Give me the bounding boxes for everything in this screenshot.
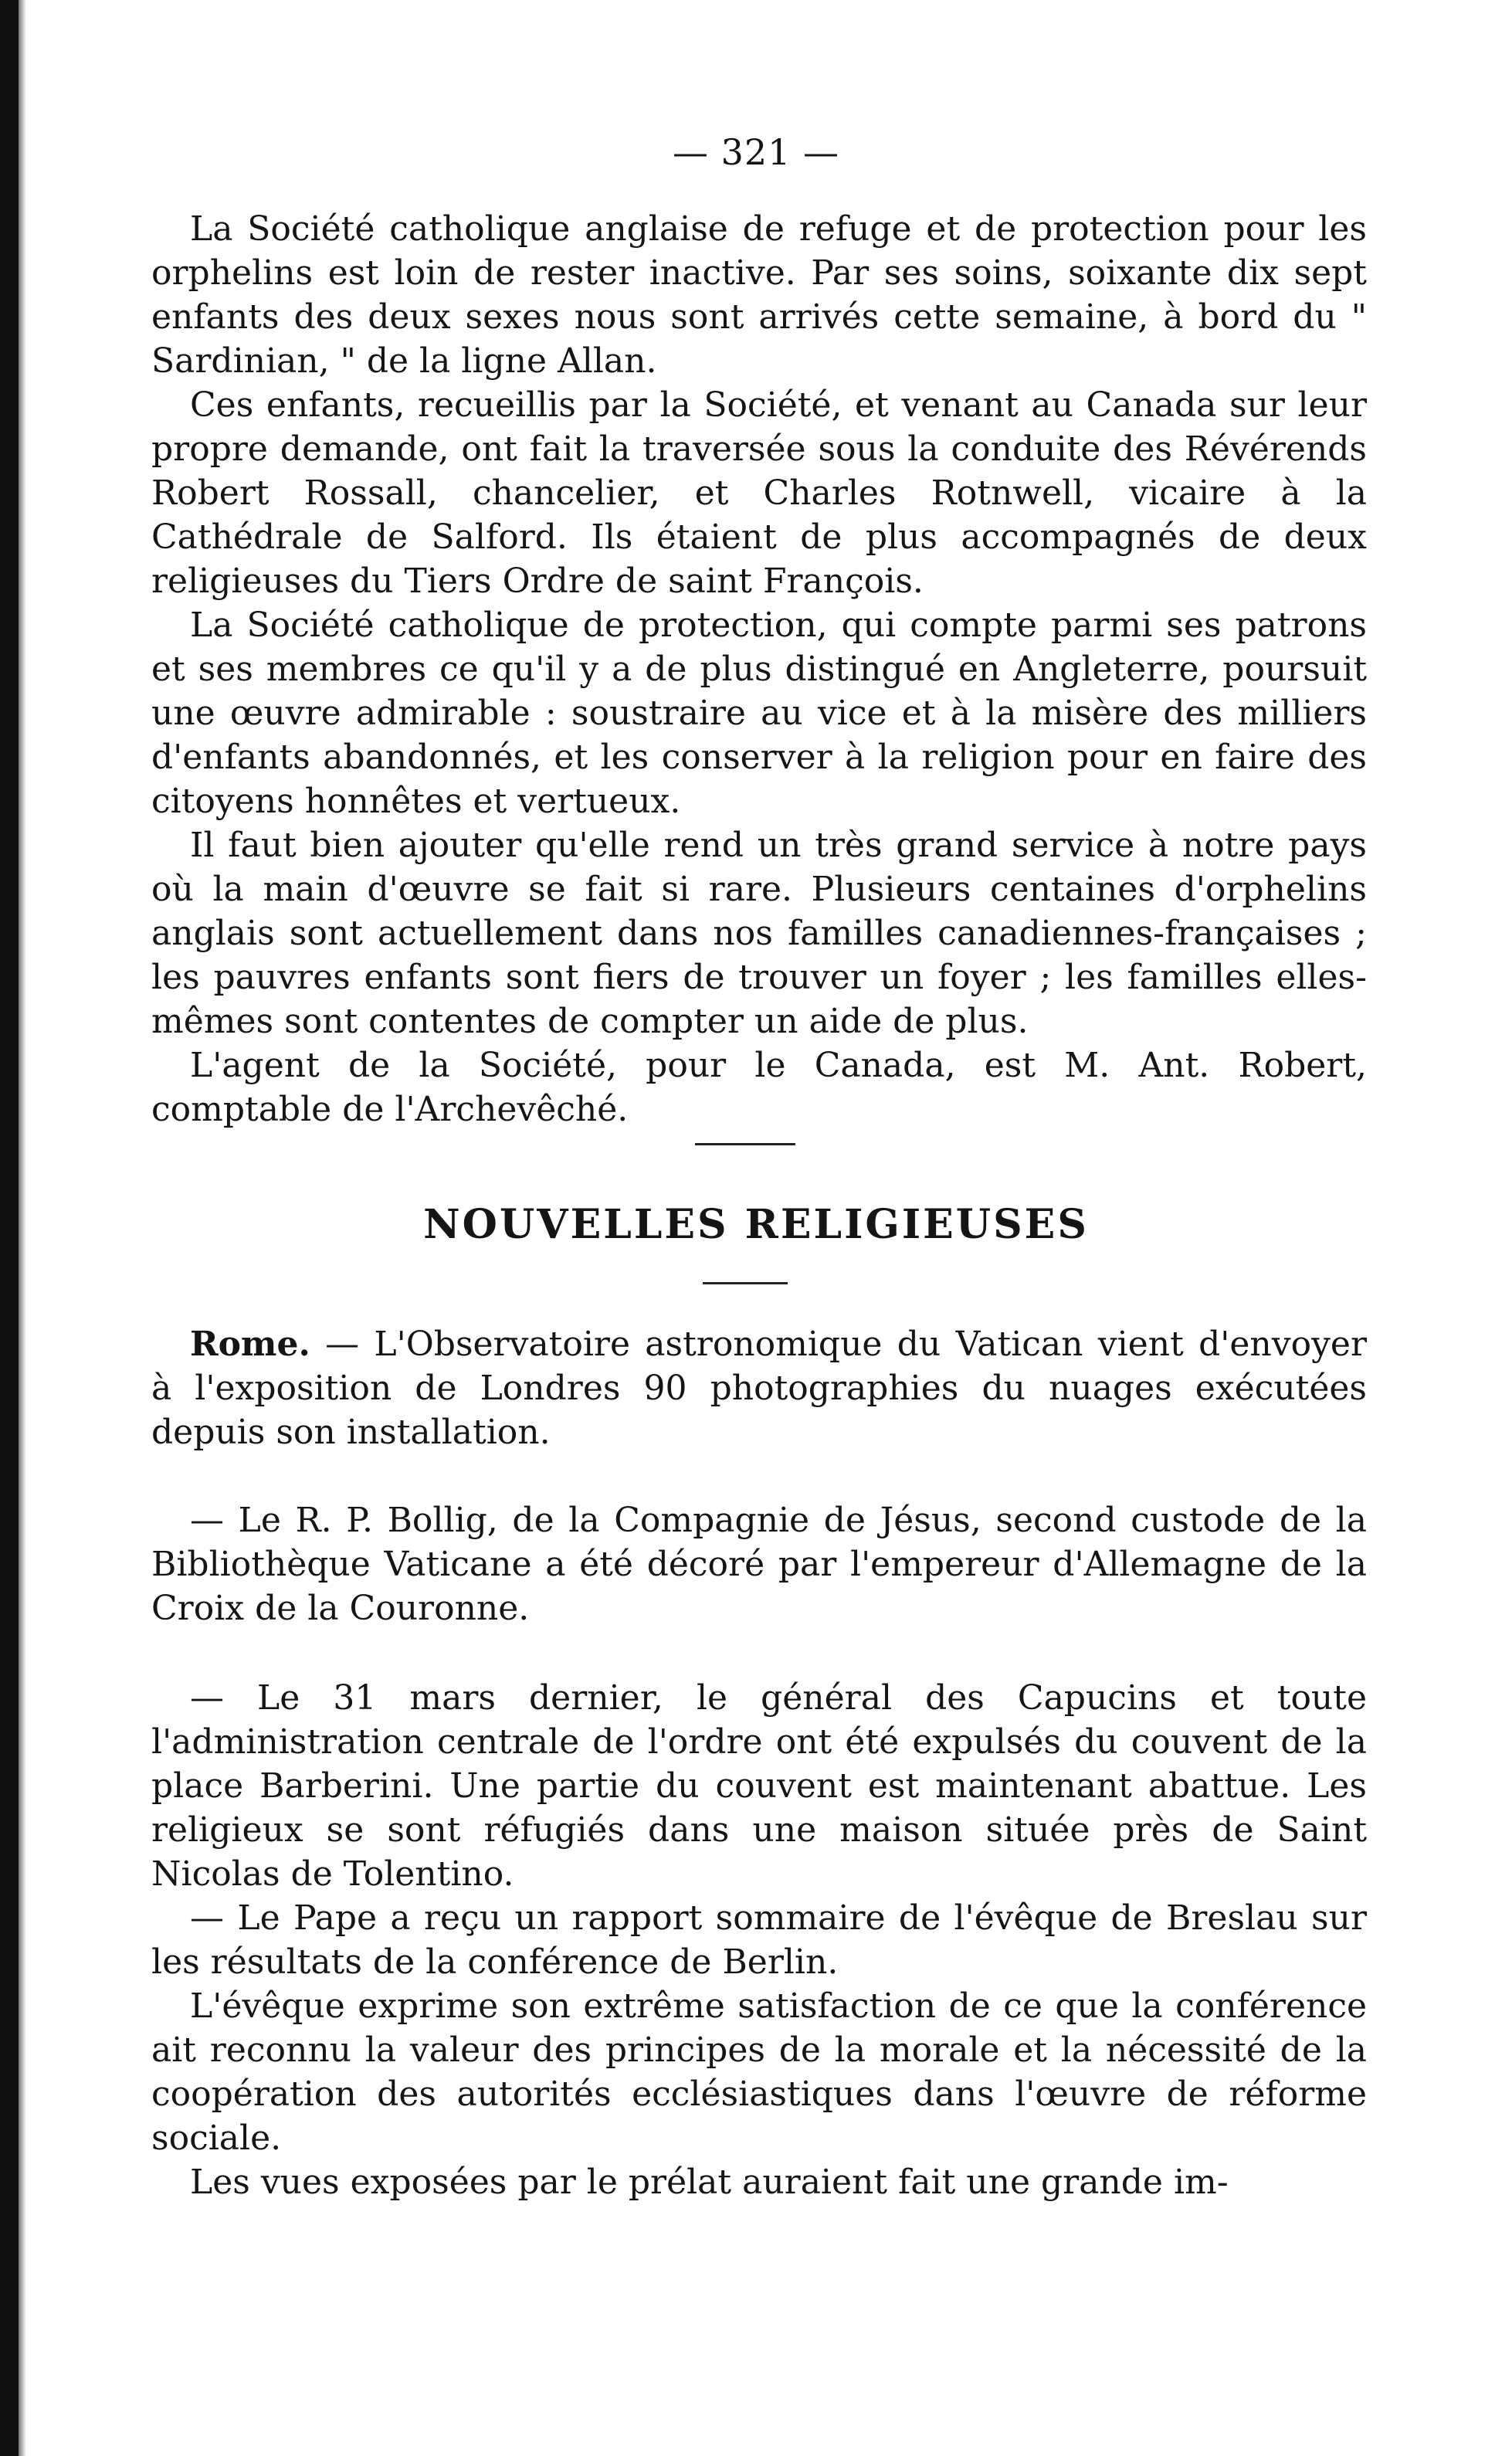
paragraph: Les vues exposées par le prélat auraient fait une grande im-	[190, 2163, 1229, 2202]
page-number: — 321 —	[672, 131, 840, 173]
paragraph: La Société catholique anglaise de refuge et de protection pour les orphelins est loin de rester inactive. Par ses soins, soixante dix sept enfants des deux sexes nous sont arrivés cette semaine, à bord du " Sardinian, " de la ligne Allan.	[151, 209, 1367, 381]
news-text: — L'Observatoire astronomique du Vatican vient d'envoyer à l'exposition de Londres 90 photographies du nuages exécutées depuis son installation.	[151, 1325, 1367, 1452]
news-bollig	[151, 1498, 1367, 1630]
paragraph: La Société catholique de protection, qui compte parmi ses patrons et ses membres ce qu'il y a de plus distingué en Angleterre, poursuit une œuvre admirable : soustraire au vice et à la misère des milliers d'enfants abandonnés, et les conserver à la religion pour en faire des citoyens honnêtes et vertueux.	[151, 606, 1367, 821]
news-capucins	[151, 1676, 1367, 1896]
paragraph: Ces enfants, recueillis par la Société, et venant au Canada sur leur propre demande, ont fait la traversée sous la conduite des Révérends Robert Rossall, chancelier, et Charles Rotnwell, vicaire à la Cathédrale de Salford. Ils étaient de plus accompagnés de deux religieuses du Tiers Ordre de saint François.	[151, 385, 1367, 601]
news-rome	[151, 1322, 1367, 1454]
section-heading: NOUVELLES RELIGIEUSES	[423, 1201, 1089, 1248]
news-entry: — Le 31 mars dernier, le général des Capucins et toute l'administration centrale de l'ordre ont été expulsés du couvent de la place Barberini. Une partie du couvent est maintenant abattue. Les religieux se sont réfugiés dans une maison située près de Saint Nicolas de Tolentino.	[151, 1678, 1367, 1894]
section-divider	[695, 1143, 795, 1145]
paragraph: L'agent de la Société, pour le Canada, est M. Ant. Robert, comptable de l'Archevêché.	[151, 1046, 1367, 1129]
news-entry	[151, 1322, 1367, 1454]
article-refuge-society	[151, 207, 1367, 1131]
heading-underline	[703, 1282, 788, 1284]
paragraph: Il faut bien ajouter qu'elle rend un très grand service à notre pays où la main d'œuvre se fait si rare. Plusieurs centaines d'orphelins anglais sont actuellement dans nos familles canadiennes-françaises ; les pauvres enfants sont fiers de trouver un foyer ; les familles elles-mêmes sont contentes de compter un aide de plus.	[151, 826, 1367, 1041]
news-breslau	[151, 1896, 1367, 2204]
news-entry: — Le R. P. Bollig, de la Compagnie de Jésus, second custode de la Bibliothèque Vaticane a été décoré par l'empereur d'Allemagne de la Croix de la Couronne.	[151, 1501, 1367, 1628]
news-lead: Rome.	[190, 1325, 310, 1364]
news-entry: — Le Pape a reçu un rapport sommaire de l'évêque de Breslau sur les résultats de la conférence de Berlin.	[151, 1898, 1367, 1982]
paragraph: L'évêque exprime son extrême satisfaction de ce que la conférence ait reconnu la valeur des principes de la morale et la nécessité de la coopération des autorités ecclésiastiques dans l'œuvre de réforme sociale.	[151, 1986, 1367, 2158]
